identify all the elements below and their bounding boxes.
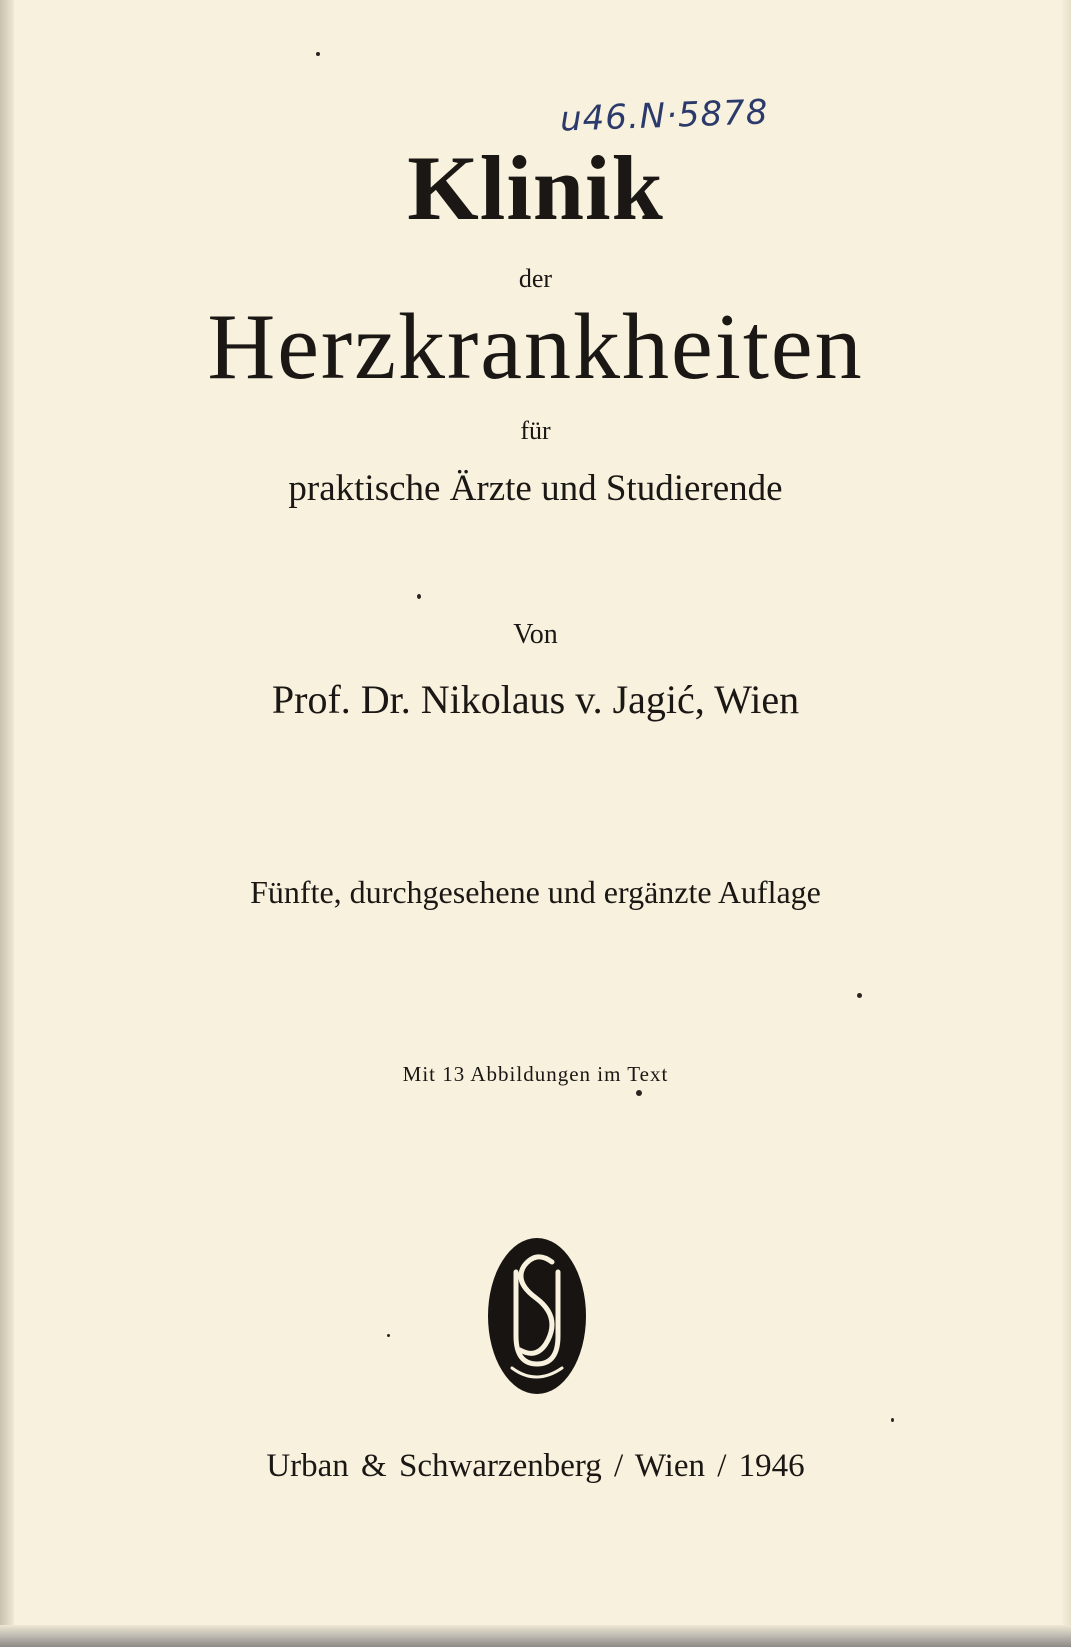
book-title-main: Herzkrankheiten bbox=[207, 295, 864, 399]
publisher-monogram-us-icon bbox=[486, 1236, 588, 1396]
audience-subtitle: praktische Ärzte und Studierende bbox=[288, 468, 783, 509]
paper-speck bbox=[636, 1090, 642, 1096]
book-title: Klinik bbox=[407, 137, 664, 239]
title-connector: der bbox=[518, 264, 553, 293]
page-edge-bottom bbox=[0, 1625, 1071, 1647]
paper-speck bbox=[417, 594, 421, 599]
author-name: Prof. Dr. Nikolaus v. Jagić, Wien bbox=[271, 677, 800, 722]
illustrations-note: Mit 13 Abbildungen im Text bbox=[402, 1062, 669, 1086]
paper-speck bbox=[891, 1418, 894, 1422]
paper-speck bbox=[387, 1334, 390, 1337]
by-label: Von bbox=[513, 619, 558, 650]
page-edge-right bbox=[1061, 0, 1071, 1647]
publisher-line: Urban & Schwarzenberg / Wien / 1946 bbox=[266, 1448, 805, 1484]
for-label: für bbox=[520, 416, 551, 445]
paper-speck bbox=[857, 993, 862, 998]
edition-statement: Fünfte, durchgesehene und ergänzte Auflage bbox=[250, 874, 821, 910]
handwritten-shelf-mark: u46.N·5878 bbox=[559, 92, 770, 140]
page-edge-left bbox=[0, 0, 14, 1647]
paper-speck bbox=[316, 52, 320, 56]
